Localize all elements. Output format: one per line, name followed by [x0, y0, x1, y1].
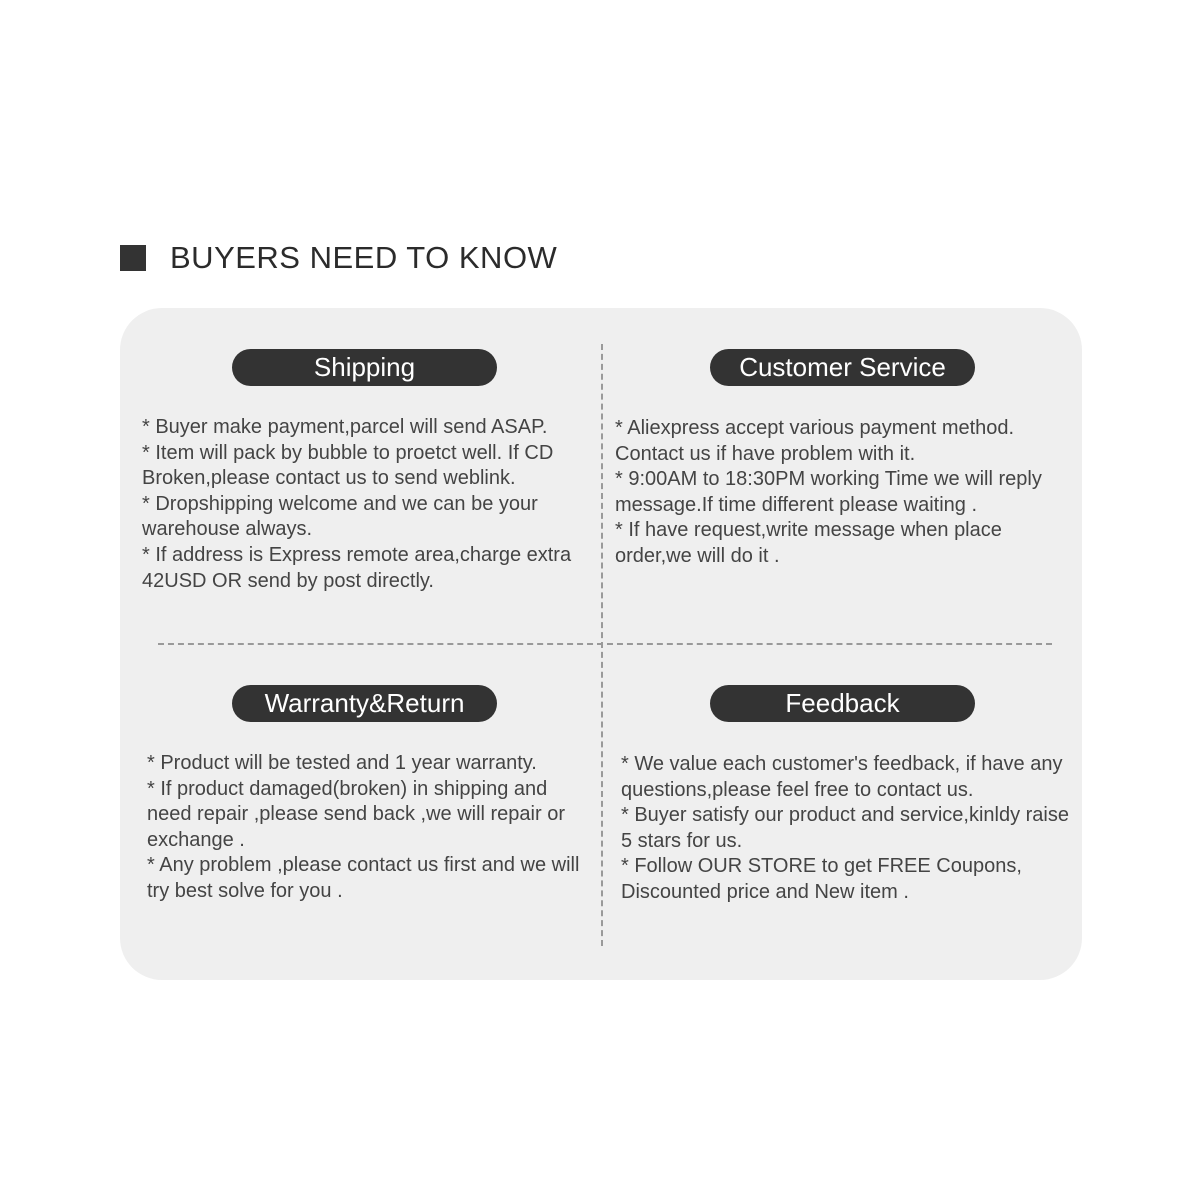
feedback-list: [621, 752, 1071, 906]
feedback-title: Feedback: [710, 685, 975, 722]
section-heading: [120, 236, 557, 280]
customer-service-title: Customer Service: [710, 349, 975, 386]
warranty-return-title: Warranty&Return: [232, 685, 497, 722]
list-item: * Item will pack by bubble to proetct well. If CD Broken,please contact us to send weblink.: [142, 441, 554, 490]
info-panel: [120, 308, 1082, 980]
list-item: * Any problem ,please contact us first and we will try best solve for you .: [147, 854, 580, 902]
horizontal-divider: [158, 643, 1052, 645]
shipping-title: Shipping: [232, 349, 497, 386]
list-item: * Dropshipping welcome and we can be your warehouse always.: [142, 492, 538, 541]
list-item: * Aliexpress accept various payment method. Contact us if have problem with it.: [615, 417, 1015, 465]
list-item: * Buyer satisfy our product and service,kinldy raise 5 stars for us.: [621, 804, 1069, 852]
vertical-divider: [601, 344, 603, 946]
list-item: * Buyer make payment,parcel will send ASAP.: [142, 416, 548, 438]
list-item: * If have request,write message when place order,we will do it .: [615, 519, 1002, 567]
list-item: * Product will be tested and 1 year warranty.: [147, 752, 537, 774]
warranty-return-list: [147, 751, 592, 905]
list-item: * We value each customer's feedback, if have any questions,please feel free to contact us.: [621, 753, 1063, 801]
list-item: * If product damaged(broken) in shipping and need repair ,please send back ,we will repair or exchange .: [147, 777, 565, 851]
shipping-list: [142, 415, 592, 594]
customer-service-list: [615, 416, 1075, 570]
list-item: * Follow OUR STORE to get FREE Coupons, Discounted price and New item .: [621, 855, 1022, 903]
heading-square-icon: [120, 245, 146, 271]
heading-title: BUYERS NEED TO KNOW: [170, 240, 558, 275]
list-item: * 9:00AM to 18:30PM working Time we will reply message.If time different please waiting .: [615, 468, 1042, 516]
list-item: * If address is Express remote area,charge extra 42USD OR send by post directly.: [142, 543, 572, 592]
